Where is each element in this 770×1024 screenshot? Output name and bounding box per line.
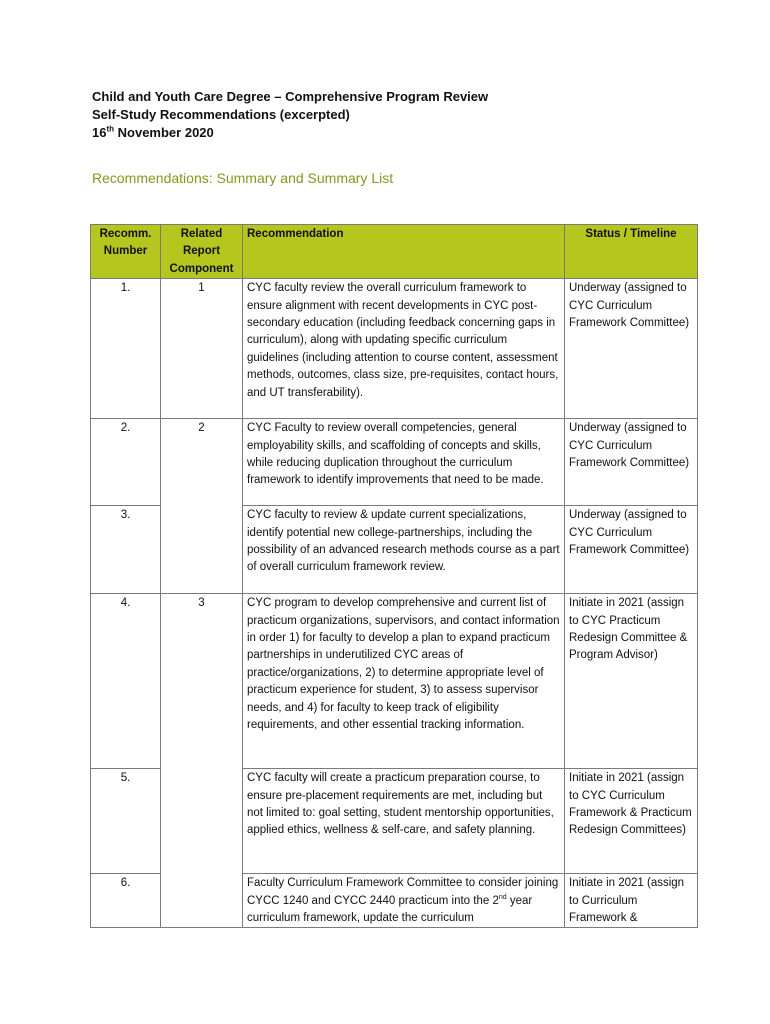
table-row <box>91 594 698 769</box>
row-status: Underway (assigned to CYC Curriculum Framework Committee) <box>565 279 698 419</box>
row-recommendation: CYC faculty to review & update current specializations, identify potential new college-partnerships, including the possibility of an advanced research methods course as a part of overall curriculum framework review. <box>243 506 565 594</box>
row-status: Initiate in 2021 (assign to CYC Practicum Redesign Committee & Program Advisor) <box>565 594 698 769</box>
row-related: 2 <box>161 419 243 594</box>
row-recommendation: CYC Faculty to review overall competencies, general employability skills, and scaffolding of concepts and skills, while reducing duplication throughout the curriculum framework to identify improvements that need to be made. <box>243 419 565 506</box>
recommendations-table <box>90 224 698 928</box>
row-status: Underway (assigned to CYC Curriculum Framework Committee) <box>565 419 698 506</box>
row-status: Initiate in 2021 (assign to Curriculum Framework & <box>565 874 698 928</box>
row-number: 1. <box>91 279 161 419</box>
row-related: 3 <box>161 594 243 928</box>
document-header <box>92 88 488 142</box>
date-rest: November 2020 <box>114 125 214 140</box>
header-number: Recomm. Number <box>91 225 161 279</box>
table-row <box>91 419 698 506</box>
date-day: 16 <box>92 125 107 140</box>
row-recommendation: CYC program to develop comprehensive and current list of practicum organizations, supervisors, and contact information in order 1) for faculty to develop a plan to expand practicum partnerships in underutilized CYC areas of practice/organizations, 2) to determine appropriate level of practicum experience for student, 3) to assess supervisor needs, and 4) for faculty to keep track of eligibility requirements, and other essential tracking information. <box>243 594 565 769</box>
row-related: 1 <box>161 279 243 419</box>
row-number: 6. <box>91 874 161 928</box>
header-subtitle: Self-Study Recommendations (excerpted) <box>92 107 350 122</box>
header-title: Child and Youth Care Degree – Comprehensive Program Review <box>92 89 489 104</box>
row-status: Underway (assigned to CYC Curriculum Framework Committee) <box>565 506 698 594</box>
date-suffix: th <box>106 124 115 134</box>
table-row <box>91 279 698 419</box>
row-number: 3. <box>91 506 161 594</box>
header-date <box>92 124 488 142</box>
header-related: Related Report Component <box>161 225 243 279</box>
row-number: 4. <box>91 594 161 769</box>
row-number: 5. <box>91 769 161 874</box>
header-recommendation: Recommendation <box>243 225 565 279</box>
row-recommendation: CYC faculty will create a practicum preparation course, to ensure pre-placement requirements are met, including but not limited to: goal setting, student mentorship opportunities, applied ethics, wellness & self-care, and safety planning. <box>243 769 565 874</box>
row-recommendation: Faculty Curriculum Framework Committee to consider joining CYCC 1240 and CYCC 2440 practicum into the 2nd year curriculum framework, update the curriculum <box>243 874 565 928</box>
header-status: Status / Timeline <box>565 225 698 279</box>
table-header-row <box>91 225 698 279</box>
row-status: Initiate in 2021 (assign to CYC Curriculum Framework & Practicum Redesign Committees) <box>565 769 698 874</box>
row-number: 2. <box>91 419 161 506</box>
section-title: Recommendations: Summary and Summary List <box>92 170 394 186</box>
row-recommendation: CYC faculty review the overall curriculum framework to ensure alignment with recent developments in CYC post-secondary education (including feedback concerning gaps in curriculum), along with updating specific curriculum guidelines (including attention to course content, assessment methods, outcomes, class size, pre-requisites, contact hours, and UT transferability). <box>243 279 565 419</box>
